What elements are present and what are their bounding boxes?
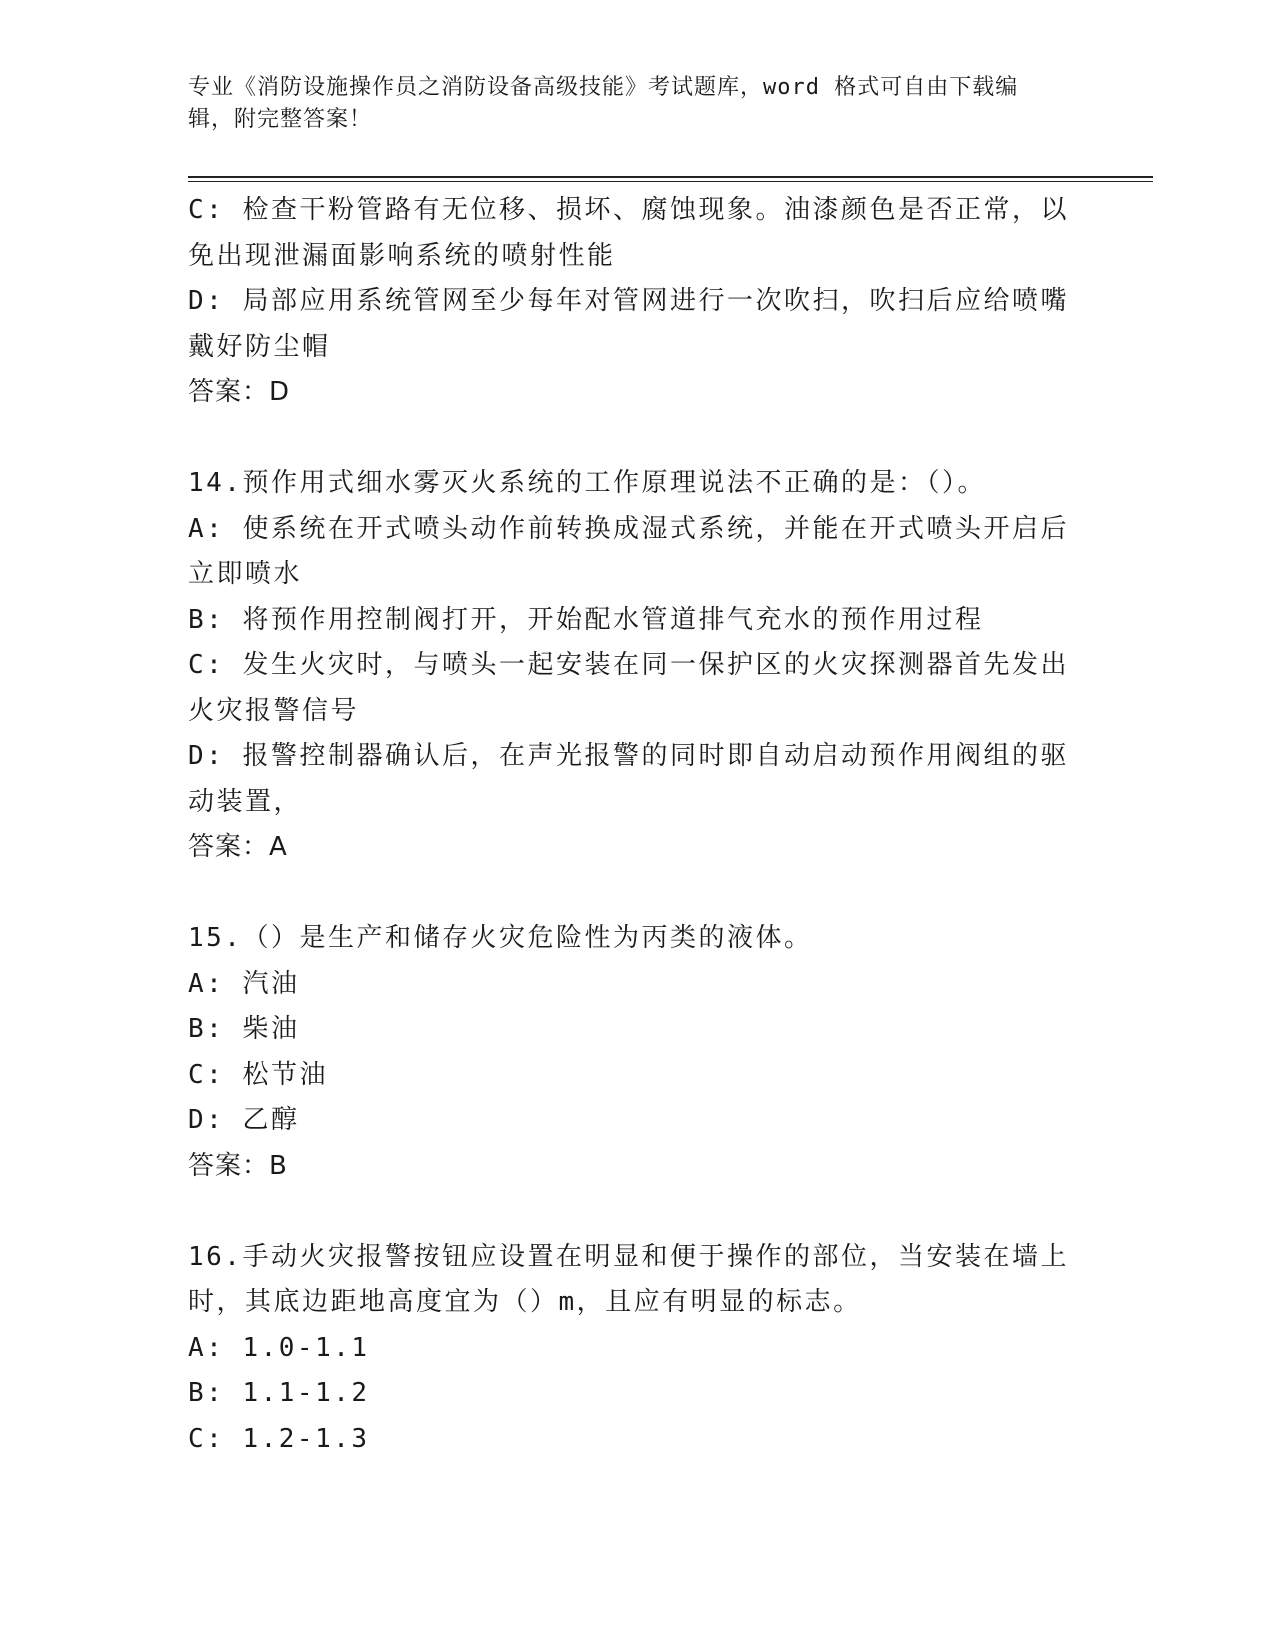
option-b bbox=[188, 598, 1088, 644]
answer-line: 答案：D bbox=[188, 377, 291, 407]
option-d bbox=[188, 734, 1088, 825]
option-c bbox=[188, 643, 1088, 734]
option-d: D: 乙醇 bbox=[188, 1105, 300, 1135]
header-divider-thick bbox=[188, 176, 1153, 178]
option-a bbox=[188, 507, 1088, 598]
option-text: A: 使系统在开式喷头动作前转换成湿式系统，并能在开式喷头开启后 bbox=[188, 513, 1069, 544]
option-c: C: 松节油 bbox=[188, 1059, 328, 1090]
option-c bbox=[188, 188, 1088, 279]
option-text: C: 检查干粉管路有无位移、损坏、腐蚀现象。油漆颜色是否正常，以 bbox=[188, 195, 1069, 225]
document-header bbox=[188, 72, 1078, 136]
option-text: C: 发生火灾时，与喷头一起安装在同一保护区的火灾探测器首先发出 bbox=[188, 650, 1069, 680]
option-text: D: 局部应用系统管网至少每年对管网进行一次吹扫，吹扫后应给喷嘴 bbox=[188, 286, 1069, 316]
option-text: B: 将预作用控制阀打开，开始配水管道排气充水的预作用过程 bbox=[188, 604, 984, 635]
question-14 bbox=[188, 461, 1088, 871]
document-body bbox=[188, 188, 1088, 1462]
option-c: C: 1.2-1.3 bbox=[188, 1423, 370, 1454]
question-16 bbox=[188, 1235, 1088, 1463]
option-text: D: 报警控制器确认后，在声光报警的同时即自动启动预作用阀组的驱 bbox=[188, 741, 1069, 771]
option-b: B: 柴油 bbox=[188, 1014, 300, 1044]
option-text: 免出现泄漏面影响系统的喷射性能 bbox=[188, 240, 616, 271]
spacer bbox=[188, 871, 1088, 917]
question-stem: 14.预作用式细水雾灭火系统的工作原理说法不正确的是：（）。 bbox=[188, 468, 986, 498]
option-b: B: 1.1-1.2 bbox=[188, 1378, 370, 1408]
spacer bbox=[188, 416, 1088, 462]
header-line-2: 辑，附完整答案！ bbox=[188, 107, 373, 132]
header-line-1: 专业《消防设施操作员之消防设备高级技能》考试题库，word 格式可自由下载编 bbox=[188, 75, 1019, 100]
prev-question bbox=[188, 188, 1088, 416]
answer-line: 答案：B bbox=[188, 1150, 288, 1181]
question-15 bbox=[188, 916, 1088, 1189]
option-text: 立即喷水 bbox=[188, 559, 303, 589]
question-stem: 15.（）是生产和储存火灾危险性为丙类的液体。 bbox=[188, 923, 813, 953]
option-text: 火灾报警信号 bbox=[188, 695, 360, 726]
option-a: A: 汽油 bbox=[188, 968, 300, 999]
option-a: A: 1.0-1.1 bbox=[188, 1332, 370, 1363]
answer-line: 答案：A bbox=[188, 832, 288, 862]
spacer bbox=[188, 1189, 1088, 1235]
option-text: 动装置， bbox=[188, 786, 303, 817]
question-stem: 时，其底边距地高度宜为（）m，且应有明显的标志。 bbox=[188, 1287, 862, 1317]
question-stem: 16.手动火灾报警按钮应设置在明显和便于操作的部位，当安装在墙上 bbox=[188, 1241, 1069, 1272]
header-divider-thin bbox=[188, 181, 1153, 182]
option-d bbox=[188, 279, 1088, 370]
option-text: 戴好防尘帽 bbox=[188, 331, 331, 362]
